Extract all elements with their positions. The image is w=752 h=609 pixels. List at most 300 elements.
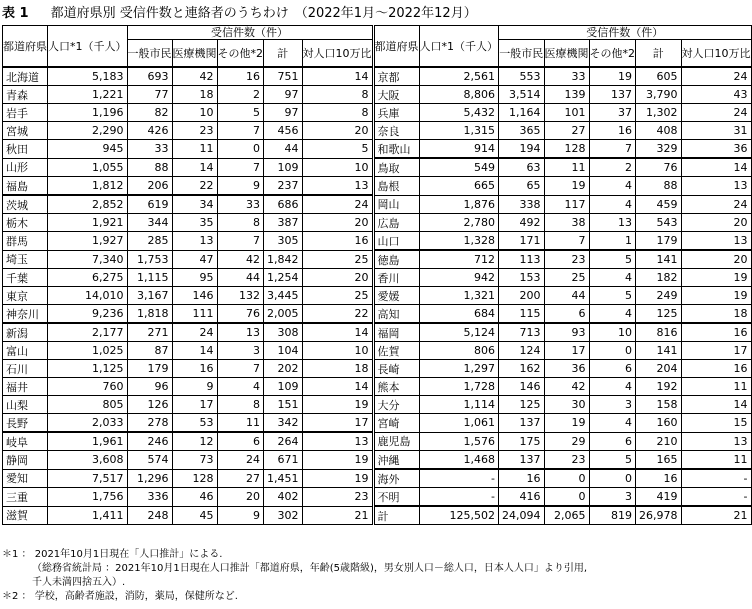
value-cell: 2,065 xyxy=(544,506,589,525)
value-cell: 23 xyxy=(302,488,373,507)
value-cell: 3,790 xyxy=(636,86,682,104)
value-cell: 13 xyxy=(217,323,264,342)
value-cell: 11 xyxy=(681,451,751,470)
header-total: 計 xyxy=(264,40,303,68)
value-cell: 760 xyxy=(48,378,128,396)
value-cell: 1,254 xyxy=(264,269,303,287)
value-cell: 16 xyxy=(499,469,545,488)
value-cell: 1,025 xyxy=(48,342,128,360)
value-cell: 24 xyxy=(217,451,264,470)
header-per100k: 対人口10万比 xyxy=(302,40,373,68)
value-cell: 5 xyxy=(302,140,373,159)
value-cell: 182 xyxy=(636,269,682,287)
value-cell: 492 xyxy=(499,214,545,232)
pref-cell: 山梨 xyxy=(3,396,48,414)
value-cell: 36 xyxy=(544,360,589,378)
value-cell: 1,818 xyxy=(127,305,172,324)
value-cell: 206 xyxy=(127,177,172,196)
value-cell: 16 xyxy=(172,360,217,378)
pref-cell: 鳥取 xyxy=(373,158,419,177)
value-cell: 1,753 xyxy=(127,250,172,269)
table-row xyxy=(3,214,752,232)
pref-cell: 静岡 xyxy=(3,451,48,470)
value-cell: 101 xyxy=(544,104,589,122)
value-cell: 137 xyxy=(589,86,636,104)
pref-cell: 高知 xyxy=(373,305,419,324)
pref-cell: 計 xyxy=(373,506,419,525)
value-cell: 15 xyxy=(681,414,751,433)
pref-cell: 島根 xyxy=(373,177,419,196)
value-cell: 2,290 xyxy=(48,122,128,140)
value-cell: 29 xyxy=(544,432,589,451)
value-cell: 141 xyxy=(636,250,682,269)
value-cell: 7 xyxy=(217,232,264,251)
value-cell: 329 xyxy=(636,140,682,159)
value-cell: 665 xyxy=(419,177,499,196)
value-cell: 88 xyxy=(636,177,682,196)
value-cell: 165 xyxy=(636,451,682,470)
header-received-group-right: 受信件数（件） xyxy=(499,26,752,40)
value-cell: 18 xyxy=(681,305,751,324)
value-cell: 2,561 xyxy=(419,67,499,86)
value-cell: 4 xyxy=(589,305,636,324)
value-cell: 459 xyxy=(636,195,682,214)
value-cell: 2,033 xyxy=(48,414,128,433)
value-cell: 5,183 xyxy=(48,67,128,86)
value-cell: 17 xyxy=(681,342,751,360)
value-cell: 23 xyxy=(544,451,589,470)
pref-cell: 海外 xyxy=(373,469,419,488)
value-cell: 20 xyxy=(681,214,751,232)
value-cell: 46 xyxy=(172,488,217,507)
value-cell: 3,445 xyxy=(264,287,303,305)
table-row xyxy=(3,396,752,414)
value-cell: 23 xyxy=(544,250,589,269)
value-cell: 237 xyxy=(264,177,303,196)
value-cell: 126 xyxy=(127,396,172,414)
value-cell: 9,236 xyxy=(48,305,128,324)
value-cell: 416 xyxy=(499,488,545,507)
pref-cell: 佐賀 xyxy=(373,342,419,360)
table-row xyxy=(3,506,752,525)
value-cell: 751 xyxy=(264,67,303,86)
pref-cell: 徳島 xyxy=(373,250,419,269)
value-cell: 109 xyxy=(264,378,303,396)
value-cell: 1,842 xyxy=(264,250,303,269)
table-row xyxy=(3,360,752,378)
pref-cell: 福井 xyxy=(3,378,48,396)
value-cell: 1,812 xyxy=(48,177,128,196)
value-cell: 8 xyxy=(217,214,264,232)
table-row xyxy=(3,378,752,396)
value-cell: 248 xyxy=(127,506,172,525)
table-row xyxy=(3,488,752,507)
pref-cell: 岩手 xyxy=(3,104,48,122)
pref-cell: 大阪 xyxy=(373,86,419,104)
table-row xyxy=(3,158,752,177)
value-cell: 24,094 xyxy=(499,506,545,525)
value-cell: 402 xyxy=(264,488,303,507)
value-cell: 146 xyxy=(172,287,217,305)
value-cell: 1,315 xyxy=(419,122,499,140)
value-cell: 104 xyxy=(264,342,303,360)
value-cell: 17 xyxy=(544,342,589,360)
value-cell: 1,756 xyxy=(48,488,128,507)
value-cell: 1,961 xyxy=(48,432,128,451)
value-cell: 7,517 xyxy=(48,469,128,488)
value-cell: 194 xyxy=(499,140,545,159)
value-cell: 1,114 xyxy=(419,396,499,414)
value-cell: 7,340 xyxy=(48,250,128,269)
value-cell: 65 xyxy=(499,177,545,196)
header-other-right: その他*2 xyxy=(589,40,636,68)
table-row xyxy=(3,414,752,433)
value-cell: 16 xyxy=(681,323,751,342)
value-cell: 82 xyxy=(127,104,172,122)
value-cell: 76 xyxy=(217,305,264,324)
table-row xyxy=(3,287,752,305)
header-pref: 都道府県 xyxy=(3,26,48,68)
value-cell: 6 xyxy=(589,432,636,451)
value-cell: 0 xyxy=(544,488,589,507)
value-cell: 408 xyxy=(636,122,682,140)
value-cell: 42 xyxy=(544,378,589,396)
pref-cell: 香川 xyxy=(373,269,419,287)
header-pref-right: 都道府県 xyxy=(373,26,419,68)
value-cell: 1 xyxy=(589,232,636,251)
value-cell: 35 xyxy=(172,214,217,232)
value-cell: 93 xyxy=(544,323,589,342)
value-cell: 179 xyxy=(636,232,682,251)
value-cell: 14 xyxy=(302,323,373,342)
value-cell: 344 xyxy=(127,214,172,232)
value-cell: 14 xyxy=(681,396,751,414)
value-cell: 87 xyxy=(127,342,172,360)
value-cell: 7 xyxy=(217,158,264,177)
value-cell: 574 xyxy=(127,451,172,470)
value-cell: 553 xyxy=(499,67,545,86)
value-cell: 13 xyxy=(302,432,373,451)
pref-cell: 大分 xyxy=(373,396,419,414)
pref-cell: 宮崎 xyxy=(373,414,419,433)
value-cell: 10 xyxy=(302,158,373,177)
value-cell: 0 xyxy=(217,140,264,159)
value-cell: 8 xyxy=(302,104,373,122)
value-cell: 18 xyxy=(302,360,373,378)
header-other: その他*2 xyxy=(217,40,264,68)
value-cell: 128 xyxy=(172,469,217,488)
value-cell: 14 xyxy=(302,67,373,86)
value-cell: 3,167 xyxy=(127,287,172,305)
pref-cell: 長崎 xyxy=(373,360,419,378)
value-cell: 308 xyxy=(264,323,303,342)
value-cell: 9 xyxy=(172,378,217,396)
value-cell: 44 xyxy=(544,287,589,305)
value-cell: 1,055 xyxy=(48,158,128,177)
footnote-1: ＊1 ： 2021年10月1日現在「人口推計」による. xyxy=(2,549,223,560)
value-cell: 3,514 xyxy=(499,86,545,104)
value-cell: 278 xyxy=(127,414,172,433)
value-cell: 21 xyxy=(302,506,373,525)
value-cell: 13 xyxy=(302,177,373,196)
value-cell: 24 xyxy=(172,323,217,342)
value-cell: 4 xyxy=(589,177,636,196)
value-cell: 7 xyxy=(544,232,589,251)
table-period: （2022年1月～2022年12月） xyxy=(294,6,477,21)
footnote-1-detail: （総務省統計局 ：2021年10月1日現在人口推計「都道府県，年齢(5歳階級)，男女別人口－総人口，日本人人口」より引用, xyxy=(32,563,588,574)
value-cell: 305 xyxy=(264,232,303,251)
value-cell: 141 xyxy=(636,342,682,360)
value-cell: 128 xyxy=(544,140,589,159)
value-cell: 693 xyxy=(127,67,172,86)
value-cell: 12 xyxy=(172,432,217,451)
value-cell: 2,177 xyxy=(48,323,128,342)
value-cell: 11 xyxy=(681,378,751,396)
value-cell: 109 xyxy=(264,158,303,177)
value-cell: 1,115 xyxy=(127,269,172,287)
value-cell: 45 xyxy=(172,506,217,525)
value-cell: 1,164 xyxy=(499,104,545,122)
value-cell: 5,124 xyxy=(419,323,499,342)
value-cell: 175 xyxy=(499,432,545,451)
value-cell: 1,728 xyxy=(419,378,499,396)
value-cell: 210 xyxy=(636,432,682,451)
header-medical-right: 医療機関 xyxy=(544,40,589,68)
value-cell: 11 xyxy=(217,414,264,433)
value-cell: 5 xyxy=(217,104,264,122)
pref-cell: 岐阜 xyxy=(3,432,48,451)
value-cell: 543 xyxy=(636,214,682,232)
value-cell: 132 xyxy=(217,287,264,305)
value-cell: 16 xyxy=(302,232,373,251)
value-cell: 3 xyxy=(589,488,636,507)
value-cell: 137 xyxy=(499,414,545,433)
value-cell: 33 xyxy=(217,195,264,214)
value-cell: 819 xyxy=(589,506,636,525)
value-cell: 605 xyxy=(636,67,682,86)
pref-cell: 茨城 xyxy=(3,195,48,214)
value-cell: 42 xyxy=(217,250,264,269)
table-row xyxy=(3,122,752,140)
value-cell: 20 xyxy=(302,122,373,140)
header-population-right: 人口*1（千人） xyxy=(419,26,499,68)
value-cell: 456 xyxy=(264,122,303,140)
pref-cell: 福島 xyxy=(3,177,48,196)
value-cell: 25 xyxy=(544,269,589,287)
value-cell: 96 xyxy=(127,378,172,396)
value-cell: 619 xyxy=(127,195,172,214)
value-cell: 1,296 xyxy=(127,469,172,488)
value-cell: 63 xyxy=(499,158,545,177)
value-cell: 19 xyxy=(302,469,373,488)
header-general: 一般市民 xyxy=(127,40,172,68)
value-cell: 1,876 xyxy=(419,195,499,214)
value-cell: 1,927 xyxy=(48,232,128,251)
pref-cell: 青森 xyxy=(3,86,48,104)
value-cell: 8 xyxy=(217,396,264,414)
value-cell: - xyxy=(419,469,499,488)
value-cell: 0 xyxy=(544,469,589,488)
pref-cell: 千葉 xyxy=(3,269,48,287)
value-cell: 8 xyxy=(302,86,373,104)
header-medical: 医療機関 xyxy=(172,40,217,68)
value-cell: - xyxy=(681,488,751,507)
table-title-text: 都道府県別 受信件数と連絡者のうちわけ xyxy=(50,6,289,21)
value-cell: 6,275 xyxy=(48,269,128,287)
value-cell: 33 xyxy=(544,67,589,86)
value-cell: 53 xyxy=(172,414,217,433)
pref-cell: 熊本 xyxy=(373,378,419,396)
table-row xyxy=(3,67,752,86)
pref-cell: 宮城 xyxy=(3,122,48,140)
pref-cell: 東京 xyxy=(3,287,48,305)
value-cell: 37 xyxy=(589,104,636,122)
value-cell: 10 xyxy=(302,342,373,360)
header-total-right: 計 xyxy=(636,40,682,68)
value-cell: 24 xyxy=(681,104,751,122)
value-cell: 302 xyxy=(264,506,303,525)
value-cell: 153 xyxy=(499,269,545,287)
value-cell: 2,005 xyxy=(264,305,303,324)
table-row xyxy=(3,305,752,324)
value-cell: 11 xyxy=(544,158,589,177)
value-cell: 19 xyxy=(681,287,751,305)
pref-cell: 長野 xyxy=(3,414,48,433)
pref-cell: 石川 xyxy=(3,360,48,378)
value-cell: 44 xyxy=(264,140,303,159)
value-cell: 19 xyxy=(302,396,373,414)
value-cell: 1,302 xyxy=(636,104,682,122)
table-row xyxy=(3,323,752,342)
value-cell: 7 xyxy=(589,140,636,159)
table-row xyxy=(3,250,752,269)
value-cell: 31 xyxy=(681,122,751,140)
value-cell: 419 xyxy=(636,488,682,507)
value-cell: 113 xyxy=(499,250,545,269)
value-cell: 249 xyxy=(636,287,682,305)
value-cell: 1,321 xyxy=(419,287,499,305)
value-cell: 73 xyxy=(172,451,217,470)
value-cell: 88 xyxy=(127,158,172,177)
value-cell: 1,297 xyxy=(419,360,499,378)
value-cell: 20 xyxy=(681,250,751,269)
value-cell: 5,432 xyxy=(419,104,499,122)
pref-cell: 山口 xyxy=(373,232,419,251)
pref-cell: 群馬 xyxy=(3,232,48,251)
pref-cell: 秋田 xyxy=(3,140,48,159)
value-cell: 6 xyxy=(589,360,636,378)
pref-cell: 愛媛 xyxy=(373,287,419,305)
value-cell: 125,502 xyxy=(419,506,499,525)
table-row xyxy=(3,269,752,287)
value-cell: 1,411 xyxy=(48,506,128,525)
value-cell: 2,852 xyxy=(48,195,128,214)
value-cell: 25 xyxy=(302,250,373,269)
value-cell: 19 xyxy=(544,414,589,433)
value-cell: 158 xyxy=(636,396,682,414)
value-cell: 76 xyxy=(636,158,682,177)
value-cell: 26,978 xyxy=(636,506,682,525)
table-title xyxy=(2,2,477,20)
value-cell: 10 xyxy=(589,323,636,342)
value-cell: 1,221 xyxy=(48,86,128,104)
value-cell: 95 xyxy=(172,269,217,287)
value-cell: 4 xyxy=(589,414,636,433)
value-cell: 200 xyxy=(499,287,545,305)
value-cell: 14 xyxy=(681,158,751,177)
value-cell: 671 xyxy=(264,451,303,470)
value-cell: 42 xyxy=(172,67,217,86)
value-cell: 712 xyxy=(419,250,499,269)
value-cell: 14 xyxy=(302,378,373,396)
pref-cell: 鹿児島 xyxy=(373,432,419,451)
pref-cell: 新潟 xyxy=(3,323,48,342)
value-cell: 21 xyxy=(681,506,751,525)
value-cell: 1,125 xyxy=(48,360,128,378)
pref-cell: 京都 xyxy=(373,67,419,86)
value-cell: 805 xyxy=(48,396,128,414)
value-cell: 1,576 xyxy=(419,432,499,451)
value-cell: 10 xyxy=(172,104,217,122)
value-cell: 11 xyxy=(172,140,217,159)
value-cell: 19 xyxy=(681,269,751,287)
value-cell: 4 xyxy=(589,269,636,287)
value-cell: 1,451 xyxy=(264,469,303,488)
value-cell: 44 xyxy=(217,269,264,287)
table-row xyxy=(3,195,752,214)
value-cell: 16 xyxy=(681,360,751,378)
value-cell: 945 xyxy=(48,140,128,159)
table-row xyxy=(3,451,752,470)
table-row xyxy=(3,232,752,251)
value-cell: 2 xyxy=(217,86,264,104)
footnotes xyxy=(2,548,587,604)
value-cell: 4 xyxy=(217,378,264,396)
value-cell: 23 xyxy=(172,122,217,140)
value-cell: 9 xyxy=(217,177,264,196)
value-cell: 549 xyxy=(419,158,499,177)
value-cell: 117 xyxy=(544,195,589,214)
value-cell: 115 xyxy=(499,305,545,324)
value-cell: 13 xyxy=(681,432,751,451)
value-cell: 5 xyxy=(589,250,636,269)
value-cell: 34 xyxy=(172,195,217,214)
value-cell: 3 xyxy=(589,396,636,414)
table-row xyxy=(3,469,752,488)
value-cell: 4 xyxy=(589,378,636,396)
value-cell: 97 xyxy=(264,86,303,104)
table-row xyxy=(3,432,752,451)
value-cell: 1,468 xyxy=(419,451,499,470)
value-cell: 47 xyxy=(172,250,217,269)
value-cell: 27 xyxy=(544,122,589,140)
value-cell: 20 xyxy=(302,269,373,287)
value-cell: 192 xyxy=(636,378,682,396)
pref-cell: 岡山 xyxy=(373,195,419,214)
value-cell: 4 xyxy=(589,195,636,214)
pref-cell: 和歌山 xyxy=(373,140,419,159)
value-cell: 77 xyxy=(127,86,172,104)
value-cell: 137 xyxy=(499,451,545,470)
table-row xyxy=(3,140,752,159)
value-cell: 24 xyxy=(681,67,751,86)
value-cell: 36 xyxy=(681,140,751,159)
value-cell: 336 xyxy=(127,488,172,507)
header-population: 人口*1（千人） xyxy=(48,26,128,68)
value-cell: 426 xyxy=(127,122,172,140)
pref-cell: 不明 xyxy=(373,488,419,507)
value-cell: 179 xyxy=(127,360,172,378)
